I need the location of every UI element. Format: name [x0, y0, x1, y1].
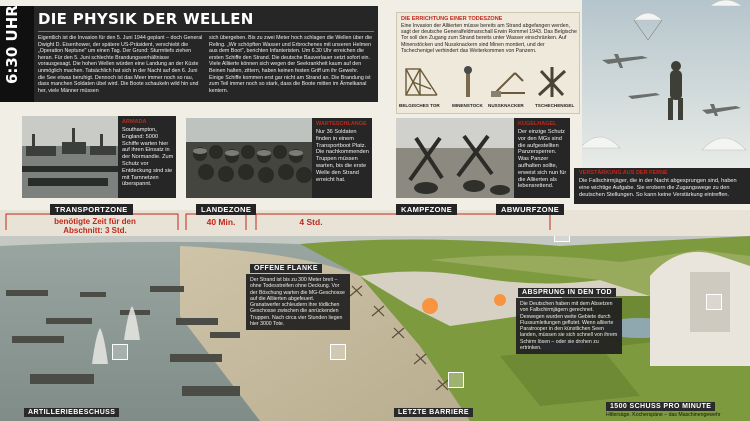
intro-column-1: Eigentlich ist die Invasion für den 5. Juni 1944 geplant – doch General Dwight D. Eisenhower, der spätere US-Präsident, verschiebt die „Operation Neptune" um einen Tag. Der Grund: Sturmtiefs ziehen heran. Für den 5. Juni schlechte Brandungsverhältnisse vorausgesagt. Die hohen Wellen würden eine Landung an der Küste unmöglich machen. Tatsächlich hat sich in der Nacht auf den 6. Juni die See etwas beruhigt. Dennoch ist das Meer immer noch so rau, dass manchen Soldaten übel wird. Die Boote schaukeln wild hin und her, viele Männer müssen: [38, 35, 203, 94]
callout-marker: [554, 236, 570, 242]
belgian-gate-icon: [403, 61, 441, 101]
queue-panel: [312, 118, 372, 198]
bunker-text: Hitlersäge. Kocherspäne – das Maschinengewehr: [606, 412, 721, 418]
deadly-jump-panel: [516, 298, 622, 354]
queue-photo: [186, 118, 312, 198]
landing-craft-soldiers-illustration: [186, 118, 312, 198]
open-flank-heading: OFFENE FLANKE: [250, 264, 322, 273]
beach-landing-scene: [0, 236, 750, 421]
reinforcement-panel: [574, 168, 750, 204]
title-divider: [38, 31, 374, 32]
intro-column-2: sich übergeben. Bis zu zwei Meter hoch schlagen die Wellen über die Reling. „Wir schöpften Wasser und Erbrochenes mit unseren Helmen aus dem Boot", berichten Infanteristen. Um 6.30 Uhr erreichen die ersten Schiffe den Strand. Die deutsche Bauverlauer setzt sofort ein. Viele Alliierte können sich wegen der Seekrankheit kaum auf den Beinen halten, zittern, haben keinen festen Griff um ihr Gewehr. Einige Schiffe kommen erst gar nicht am Strand an. Die Brandung ist zum Teil immer noch so stark, dass die Boote mitten im Ärmelkanal kentern.: [209, 35, 373, 94]
obstacle-label: MINENSTOCK: [452, 103, 483, 108]
page-title: DIE PHYSIK DER WELLEN: [38, 10, 254, 28]
death-zone-panel: [396, 12, 580, 114]
landing-time-label: 40 Min.: [206, 217, 236, 227]
time-label: 6:30 UHR: [3, 5, 21, 84]
harbor-ships-illustration: [22, 116, 118, 198]
transport-time-label: benötigte Zeit für den Abschnitt: 3 Std.: [54, 217, 136, 235]
obstacle-label: BELGISCHES TOR: [399, 103, 440, 108]
bullet-rain-heading: KUGELHAGEL: [518, 121, 557, 127]
beach-landscape-illustration: [0, 236, 750, 421]
deadly-jump-text: Die Deutschen haben mit dem Absetzen von Fallschirmjägern gerechnet. Deswegen wurden weite Gebiete durch Flussumleitungen geflutet. Wenn alliierte Paratrooper in den künstlichen Seen landen, müssen sie sich schnell von ihrem Schirm lösen – oder sie drohen zu ertrinken.: [520, 301, 618, 352]
death-zone-heading: DIE ERRICHTUNG EINER TODESZONE: [401, 16, 503, 22]
fire-rate-label: 1500 SCHUSS PRO MINUTE: [606, 402, 715, 411]
title-panel: [0, 6, 378, 102]
last-barrier-label: LETZTE BARRIERE: [394, 408, 473, 417]
nutcracker-icon: [489, 61, 527, 101]
reinforcement-heading: VERSTÄRKUNG AUS DER FERNE: [579, 170, 668, 176]
paratroopers-illustration: [582, 0, 750, 168]
bullet-rain-text: Der einzige Schutz vor den MGs sind die aufgestellten Panzersperren. Was Panzer aufhalten sollte, erweist sich nun für die Alliierten als lebensrettend.: [518, 129, 567, 190]
zone-label-landing: LANDEZONE: [196, 204, 256, 215]
beach-obstacles-soldiers-illustration: [396, 118, 514, 198]
queue-heading: WARTESCHLANGE: [316, 121, 367, 127]
callout-marker: [112, 344, 128, 360]
zone-timeline: [0, 200, 750, 236]
combat-time-label: 4 Std.: [299, 217, 323, 227]
armada-panel: [118, 116, 176, 198]
obstacle-label: NUSSKNACKER: [488, 103, 524, 108]
paratrooper-photo: [582, 0, 750, 168]
mine-stake-icon: [449, 61, 487, 101]
bullet-rain-photo: [396, 118, 514, 198]
czech-hedgehog-icon: [533, 61, 571, 101]
armada-text: Southampton, England: 5000 Schiffe warten hier auf ihren Einsatz in der Normandie. Zum Schutz vor Entdeckung sind sie mit Tarnnetzen überspannt.: [122, 127, 174, 188]
zone-label-combat: KAMPFZONE: [396, 204, 457, 215]
obstacle-label: TSCHECHENIGEL: [535, 103, 575, 108]
reinforcement-text: Die Fallschirmjäger, die in der Nacht abgesprungen sind, haben eine wichtige Aufgabe. Sie erobern die Zugangswege zu den deutschen Stellungen. So kann keine Verstärkung eintreffen.: [579, 178, 737, 198]
bullet-rain-panel: [514, 118, 570, 198]
armada-heading: ARMADA: [122, 119, 147, 125]
callout-marker: [448, 372, 464, 388]
deadly-jump-heading: ABSPRUNG IN DEN TOD: [518, 288, 616, 297]
open-flank-text: Der Strand ist bis zu 300 Meter breit – ohne Todesstreifen ohne Deckung. Vor der Böschung warten die MG-Geschosse auf die Alliierten abgefeuert. Granatwerfer schleudern ihre tödlichen Geschosse zwischen die anrückenden Truppen. Nach circa vier Stunden liegen hier 3000 Tote.: [250, 277, 345, 328]
armada-photo: [22, 116, 118, 198]
time-strip: [0, 6, 34, 102]
open-flank-panel: [246, 274, 350, 330]
death-zone-text: Eine Invasion der Alliierten müsse bereits am Strand abgefangen werden, sagt der deutsche Generalfeldmarschall Erwin Rommel 1943. Das Belgische Tor soll den Zugang zum Strand bereits unter Wasser einschränken. Auf Minenstöcken und Nussknackern sind Minen montiert, und der Tschechenigel verhindert das Weiterkommen von Panzern.: [401, 23, 577, 54]
zone-label-transport: TRANSPORTZONE: [50, 204, 133, 215]
callout-marker: [706, 294, 722, 310]
queue-text: Nur 36 Soldaten finden in einem Transportboot Platz. Die nachkommenden Truppen müssen warten, bis die erste Welle den Strand erreicht hat.: [316, 129, 369, 183]
callout-marker: [330, 344, 346, 360]
artillery-label: ARTILLERIEBESCHUSS: [24, 408, 119, 417]
zone-label-drop: ABWURFZONE: [496, 204, 564, 215]
